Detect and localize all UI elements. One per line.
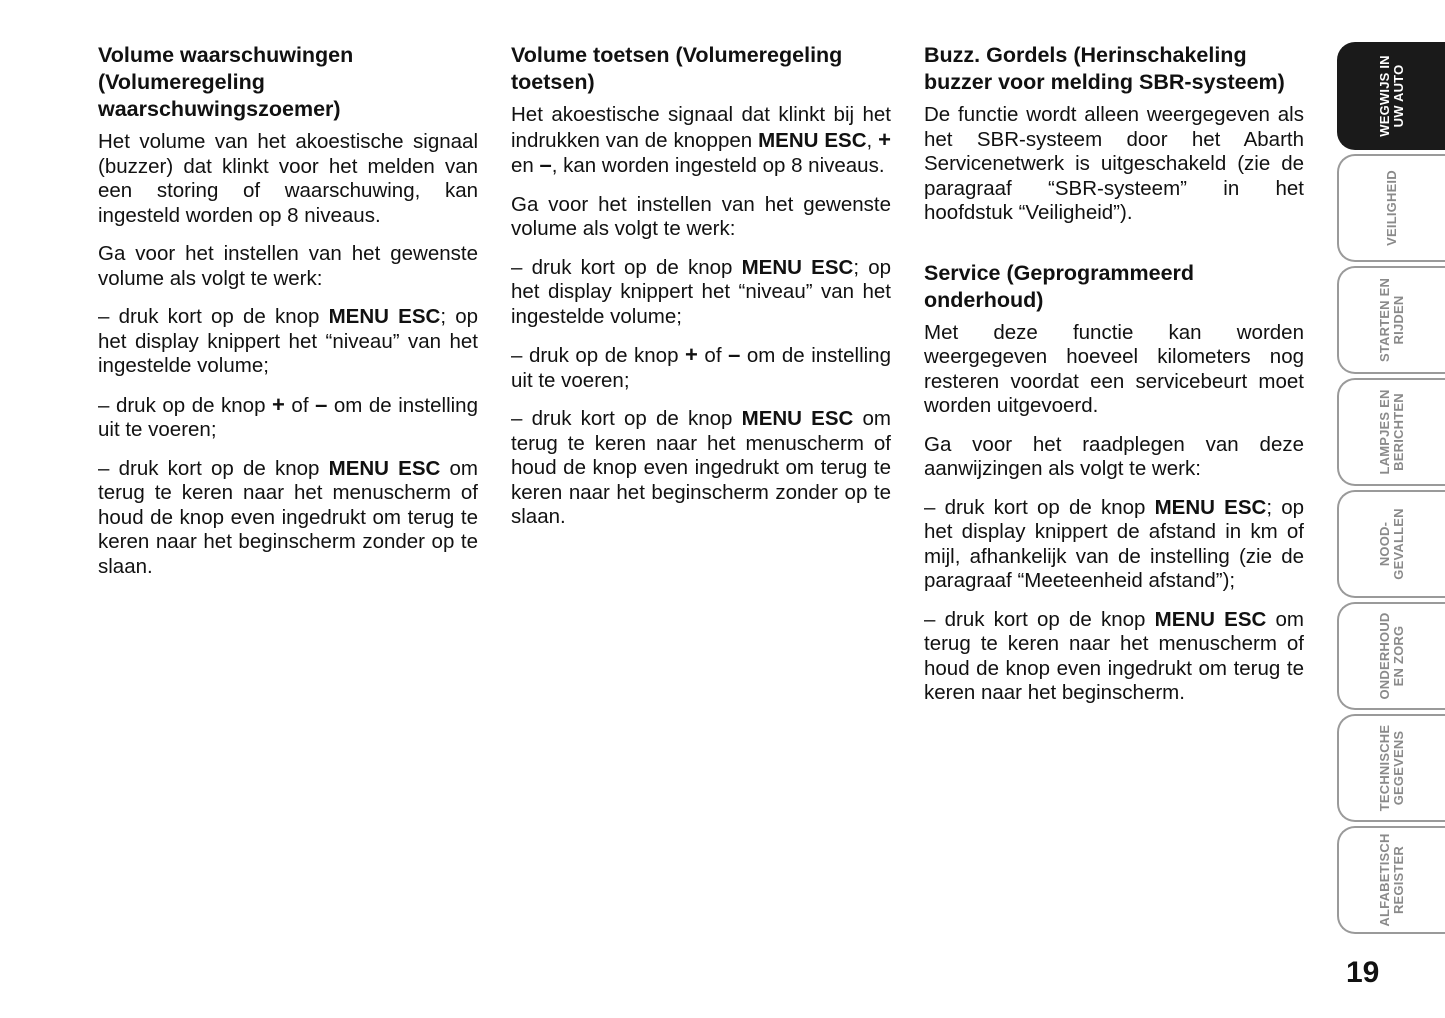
key-menu-esc: MENU ESC bbox=[328, 456, 441, 480]
step-item: – druk kort op de knop MENU ESC om terug te keren naar het menuscherm of houd de knop even ingedrukt om terug te keren naar het beginscherm. bbox=[924, 607, 1304, 704]
chapter-tabs bbox=[1337, 42, 1445, 938]
step-item: – druk op de knop + of – om de instelling uit te voeren; bbox=[511, 342, 891, 392]
tab-label: LAMPJES EN BERICHTEN bbox=[1377, 389, 1406, 475]
step-item: – druk kort op de knop MENU ESC; op het display knippert het “niveau” van het ingestelde volume; bbox=[511, 255, 891, 328]
heading-service: Service (Geprogrammeerd onderhoud) bbox=[924, 260, 1195, 312]
paragraph: Ga voor het instellen van het gewenste volume als volgt te werk: bbox=[511, 192, 891, 240]
column-volume-keys bbox=[511, 42, 891, 544]
heading-seatbelt-buzzer: Buzz. Gordels (Herinschakeling buzzer voor melding SBR-systeem) bbox=[924, 43, 1285, 94]
tab-starten-rijden[interactable] bbox=[1337, 266, 1445, 374]
tab-label: VEILIGHEID bbox=[1384, 170, 1399, 246]
key-minus: – bbox=[728, 342, 741, 367]
tab-alfabetisch-register[interactable] bbox=[1337, 826, 1445, 934]
tab-label: TECHNISCHE GEGEVENS bbox=[1377, 724, 1406, 812]
paragraph: Met deze functie kan worden weergegeven hoeveel kilometers nog resteren voordat een servicebeurt moet worden uitgevoerd. bbox=[924, 320, 1304, 417]
key-menu-esc: MENU ESC bbox=[328, 305, 441, 328]
tab-label: WEGWIJS IN UW AUTO bbox=[1377, 55, 1406, 137]
step-item: – druk kort op de knop MENU ESC; op het display knippert de afstand in km of mijl, afhankelijk van de instelling (zie de paragraaf “Meeteenheid afstand”); bbox=[924, 495, 1304, 592]
key-minus: – bbox=[315, 391, 328, 417]
tab-noodgevallen[interactable] bbox=[1337, 490, 1445, 598]
paragraph: Ga voor het raadplegen van deze aanwijzingen als volgt te werk: bbox=[924, 432, 1304, 480]
key-plus: + bbox=[685, 342, 698, 367]
key-menu-esc: MENU ESC bbox=[758, 128, 867, 152]
tab-lampjes-berichten[interactable] bbox=[1337, 378, 1445, 486]
tab-label: NOOD- GEVALLEN bbox=[1377, 508, 1406, 580]
step-item: – druk kort op de knop MENU ESC om terug te keren naar het menuscherm of houd de knop even ingedrukt om terug te keren naar het beginscherm zonder op te slaan. bbox=[98, 456, 478, 578]
tab-onderhoud-zorg[interactable] bbox=[1337, 602, 1445, 710]
step-item: – druk op de knop + of – om de instelling uit te voeren; bbox=[98, 391, 478, 441]
paragraph: Het akoestische signaal dat klinkt bij het indrukken van de knoppen MENU ESC, + en –, kan worden ingesteld op 8 niveaus. bbox=[511, 103, 891, 177]
column-volume-warnings bbox=[98, 42, 478, 593]
step-item: – druk kort op de knop MENU ESC om terug te keren naar het menuscherm of houd de knop even ingedrukt om terug te keren naar het beginscherm zonder op te slaan. bbox=[511, 407, 891, 528]
column-seatbelt-service bbox=[924, 42, 1304, 720]
paragraph: Ga voor het instellen van het gewenste volume als volgt te werk: bbox=[98, 242, 478, 290]
tab-label: ONDERHOUD EN ZORG bbox=[1377, 612, 1406, 700]
key-menu-esc: MENU ESC bbox=[741, 407, 854, 430]
step-item: – druk kort op de knop MENU ESC; op het display knippert het “niveau” van het ingestelde volume; bbox=[98, 305, 478, 377]
tab-label: STARTEN EN RIJDEN bbox=[1377, 277, 1406, 363]
tab-label: ALFABETISCH REGISTER bbox=[1377, 833, 1406, 927]
paragraph: Het volume van het akoestische signaal (buzzer) dat klinkt voor het melden van een storing of waarschuwing, kan ingesteld worden op 8 niveaus. bbox=[98, 130, 478, 227]
tab-technische-gegevens[interactable] bbox=[1337, 714, 1445, 822]
key-plus: + bbox=[272, 391, 285, 417]
tab-veiligheid[interactable] bbox=[1337, 154, 1445, 262]
key-menu-esc: MENU ESC bbox=[1154, 495, 1267, 519]
heading-volume-keys: Volume toetsen (Volumeregeling toetsen) bbox=[511, 43, 843, 94]
paragraph: De functie wordt alleen weergegeven als het SBR-systeem door het Abarth Servicenetwerk is uitgeschakeld (zie de paragraaf “SBR-systeem” in het hoofdstuk “Veiligheid”). bbox=[924, 103, 1304, 224]
heading-volume-warnings: Volume waarschuwingen (Volumeregeling waarschuwingszoemer) bbox=[98, 43, 354, 121]
page-number: 19 bbox=[1346, 956, 1380, 989]
tab-wegwijs[interactable] bbox=[1337, 42, 1445, 150]
key-menu-esc: MENU ESC bbox=[741, 255, 854, 279]
key-minus: – bbox=[539, 152, 552, 177]
key-plus: + bbox=[878, 126, 891, 152]
key-menu-esc: MENU ESC bbox=[1154, 607, 1267, 631]
